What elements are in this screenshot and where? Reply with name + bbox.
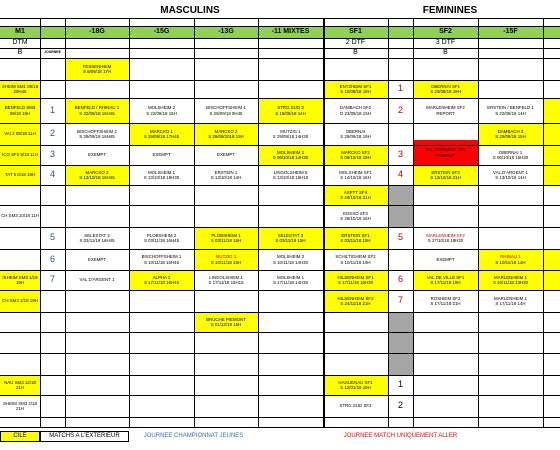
sf2-match-7: VAL DE VILLE SF1 S 17/11/18 19H	[413, 270, 478, 290]
u18g-match-3: BISCHOFFSHEIM 2 S 29/09/18 16H45	[77, 128, 117, 139]
journee-sf1-3: 3	[397, 149, 403, 160]
journee-left-6: 6	[49, 253, 55, 264]
sf2-match-5: MARLENHEIM SF2 S 27/10/18 18H30	[426, 232, 465, 243]
u15g-match-7: ALPHA 2 S 17/11/18 16H45	[129, 270, 194, 290]
sf1-match-8: ERSTEIN SF1 S 03/11/18 19H	[323, 227, 388, 249]
right-cell-2	[543, 123, 560, 145]
journee-sf1-2: 2	[397, 104, 403, 115]
u13g-match-1: BISCHOFFSHEIM 1 S 29/09/18 9H45	[206, 105, 246, 116]
journee-left-7: 7	[49, 274, 55, 285]
journee-sf1-aller-1: 1	[397, 379, 403, 390]
subheader-sf1-div: B	[353, 49, 358, 57]
journee-sf1-aller-2: 2	[397, 400, 403, 411]
u15g-match-5: PLOBSHEIM 2 S 03/11/18 16H45	[143, 232, 180, 243]
subheader-sf2-level: 3 DTF	[435, 39, 456, 47]
u18g-match-6: SELESTAT 3 S 03/11/18 16H45	[79, 232, 115, 243]
sf1-match-4: MARCKO SF2 S 06/10/18 19H	[323, 145, 388, 165]
u13g-match-3: EXEMPT	[216, 152, 236, 158]
u11-match-7: MOLSHEIM 1 S 17/11/18 14H30	[272, 274, 309, 285]
u15f-match-7: MARLENHEIM 1 S 17/11/18 14H	[494, 295, 527, 306]
sf1-match-3: OBERNAI S 29/09/18 19H	[340, 128, 371, 139]
right-cell-3	[543, 145, 560, 165]
right-cell-5	[543, 249, 560, 270]
u15g-match-4: MOLSHEIM 1 S 13/10/18 16H30	[143, 169, 180, 180]
u18g-match-7: EXEMPT	[87, 256, 107, 262]
u15g-match-6: BISCHOFFSHEIM 1 S 10/11/18 16H45	[141, 254, 182, 265]
sf2-match-2: MARLENHEIM SF2 REPORT	[426, 105, 465, 116]
sf2-match-6: EXEMPT	[436, 256, 455, 262]
right-cell-4	[543, 165, 560, 185]
u15f-match-3: OBERNAI 1 S 06/10/18 15H30	[492, 149, 529, 160]
sf1-match-12: HAGUENAU SF1 S 12/01/19 19H	[323, 375, 388, 395]
column-header-extra	[543, 26, 560, 38]
u11-match-1: STRG SUD 3 S 15/09/18 14H	[258, 98, 323, 123]
journee-sf1-6: 6	[397, 274, 403, 285]
sf1-match-7: EDSSO SF3 S 28/10/18 16H	[340, 210, 371, 221]
journee-sf1-5: 5	[397, 232, 403, 243]
legend-championnat: JOURNEE CHAMPIONNAT JEUNES	[143, 432, 244, 439]
column-header-journee-sf1	[388, 26, 413, 38]
left-cell-3: BENFELD SM3 09/18 19H	[0, 98, 40, 123]
left-cell-10: ISHEIM SM3 1/18 19H	[0, 270, 40, 290]
sf1-match-11: HILSENHEIM SF2 S 24/11/18 21H	[323, 290, 388, 312]
column-header-sf2: SF2	[413, 26, 478, 38]
journee-left-2: 2	[49, 128, 55, 139]
column-header-u15f: -15F	[478, 26, 543, 38]
column-header-u13g: -13G	[194, 26, 258, 38]
journee-sf1-4: 4	[397, 169, 403, 180]
left-cell-1	[0, 58, 40, 80]
left-cell-7: CH SM3 10/18 11H	[1, 213, 39, 219]
u15f-match-6: MARLENHEIM 1 S 10/11/18 13H30	[478, 270, 543, 290]
sf1-journee-blank-1	[388, 185, 413, 227]
journee-left-3: 3	[49, 149, 55, 160]
u13g-match-7: LINGOLSHEIM 1 S 17/11/18 15H15	[208, 274, 244, 285]
right-cell-1	[543, 98, 560, 123]
column-header-dtm-cut: M1	[0, 26, 40, 38]
u13g-match-6: MUTZIG 1 S 10/11/18 15H	[194, 249, 258, 270]
left-cell-2: SHEIM SM1 09/18 20H45	[0, 80, 40, 98]
u18g-match-1: FESSENHEIM S 8/09/18 17H	[65, 58, 129, 80]
journee-left-5: 5	[49, 232, 55, 243]
column-header-u18g: -18G	[65, 26, 129, 38]
sf1-match-10: HILSENHEIM SF1 S 17/11/18 16H30	[323, 270, 388, 290]
subheader-sf2-div: B	[443, 49, 448, 57]
subheader-sf1-level: 2 DTF	[345, 39, 366, 47]
u15f-match-1: ERSTEIN / BENFELD 1 S 22/09/18 14H	[487, 105, 534, 116]
u18g-match-8: VAL D'ARGENT 1	[79, 277, 115, 283]
left-cell-11: CH SM3 1/18 19H	[0, 290, 40, 312]
u15g-match-2: MARCKO 1 S 29/09/18 17H45	[129, 123, 194, 145]
u15g-match-1: MOLSHEIM 2 S 22/09/18 15H	[146, 105, 177, 116]
left-cell-5: ICO SF2 9/18 11H	[0, 145, 40, 165]
u18g-match-5: MARCKO 2 S 13/10/18 16H45	[65, 165, 129, 185]
sf2-match-1: OBERNAI SF1 S 23/09/18 19H	[413, 80, 478, 98]
column-header-u15g: -15G	[129, 26, 194, 38]
u15f-match-5: RHINAU 1 S 10/11/18 14H	[478, 249, 543, 270]
column-header-sf1: SF1	[323, 26, 388, 38]
u13g-match-4: ERSTEIN 1 S 13/10/18 14H	[210, 169, 242, 180]
legend-away: MATCHS A L'EXTERIEUR	[40, 431, 129, 442]
journee-left-4: 4	[49, 169, 55, 180]
journee-sf1-1: 1	[397, 83, 403, 94]
legend-home-swatch: CILE	[0, 431, 40, 442]
u11-match-4: LINGOLSHEIM 5 S 13/10/18 15H15	[272, 169, 309, 180]
u11-match-5: SELESTAT 3 S 03/11/18 15H	[258, 227, 323, 249]
subheader-dtm: DTM	[12, 39, 28, 47]
u15g-match-3: EXEMPT	[152, 152, 171, 158]
left-cell-6: TAT 5 0/18 19H	[0, 165, 40, 185]
section-title-masculins: MASCULINS	[160, 5, 220, 17]
sf1-match-6: ASPTT SF4 S 20/10/18 21H	[323, 185, 388, 205]
u15f-match-2: DAMBACH 3 S 29/09/18 15H	[478, 123, 543, 145]
u13g-match-5: PLOBSHEIM 1 S 03/11/18 15H	[194, 227, 258, 249]
journee-left-1: 1	[49, 104, 55, 115]
u13g-match-8: BRUCHE PIEMONT S 01/12/18 15H	[194, 312, 258, 332]
column-header-journee-left	[40, 26, 65, 38]
section-title-feminines: FEMININES	[422, 5, 478, 17]
u13g-match-2: MARCKO 2 S 29/09/2018 15H	[194, 123, 258, 145]
left-cell-14: NAU SM3 12/18 21H	[0, 375, 40, 395]
left-cell-15: SHEIM SM3 2/18 21H	[3, 400, 37, 411]
sf1-match-1: ENTZHEIM SF1 S 15/09/18 19H	[323, 80, 388, 98]
sf2-match-4: ERSTEIN SF3 S 13/10/18 21H	[413, 165, 478, 185]
u11-match-2: MUTZIG 1 S 29/09/18 14H30	[272, 128, 309, 139]
sf1-match-13: STRG SUD SF2	[339, 403, 372, 409]
left-cell-4: VAI 2 09/18 11H	[0, 123, 40, 145]
u18g-match-2: BENFELD / RHINAU 1 S 22/09/18 16H45	[65, 98, 129, 123]
sf2-match-3: VAL D'ARGENT SF1 FORFAIT	[413, 140, 478, 165]
u18g-match-4: EXEMPT	[87, 152, 107, 158]
sf1-match-9: SCHILTIGHEIM SF2 S 10/11/18 19H	[335, 254, 376, 265]
sf1-match-2: DAMBACH SF2 D 23/09/18 15H	[339, 105, 372, 116]
sf2-match-8: ROSHEIM SF2 S 17/11/18 21H	[430, 295, 461, 306]
sf1-journee-blank-2	[388, 312, 413, 375]
u15f-match-4: VAL D'ARGENT 1 S 13/10/18 14H	[493, 169, 528, 180]
u11-match-6: MOLSHEIM 3 S 10/11/18 14H30	[272, 254, 309, 265]
u11-match-3: MOLSHEIM 2 S 06/10/18 14H30	[258, 145, 323, 165]
sf1-match-5: MOLSHEIM SF1 S 14/10/18 16H	[339, 169, 372, 180]
right-cell-6	[543, 270, 560, 290]
subheader-journee: JOURNEE	[44, 50, 61, 55]
legend-aller: JOURNEE MATCH UNIQUEMENT ALLER	[343, 432, 458, 439]
subheader-dtm-div: B	[17, 49, 23, 57]
journee-sf1-7: 7	[397, 295, 403, 306]
column-header-u11mixtes: -11 MIXTES	[258, 26, 323, 38]
